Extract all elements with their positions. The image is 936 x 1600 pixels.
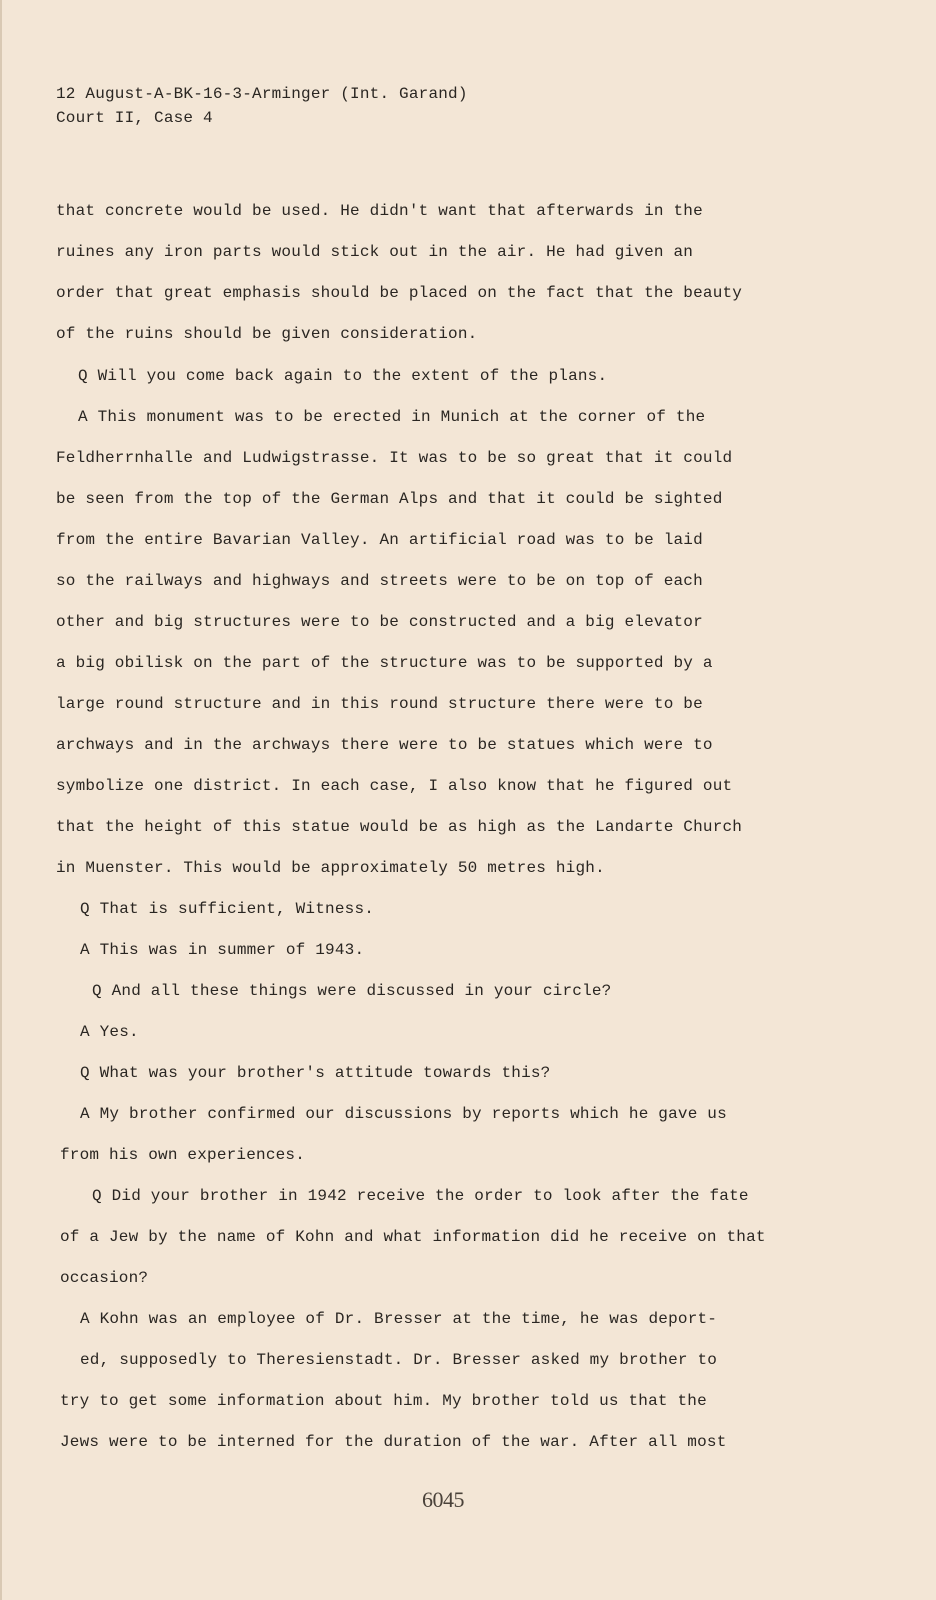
text-line: order that great emphasis should be placed on the fact that the beauty [56, 284, 743, 302]
question-line: Q And all these things were discussed in your circle? [92, 982, 612, 1000]
answer-line: A This was in summer of 1943. [80, 941, 365, 959]
text-line: a big obilisk on the part of the structure was to be supported by a [56, 654, 713, 672]
text-line: symbolize one district. In each case, I also know that he figured out [56, 777, 733, 795]
text-line: try to get some information about him. My brother told us that the [60, 1392, 707, 1410]
text-line: other and big structures were to be constructed and a big elevator [56, 613, 703, 631]
answer-line: A Yes. [80, 1023, 139, 1041]
text-line: be seen from the top of the German Alps and that it could be sighted [56, 490, 723, 508]
text-line: that concrete would be used. He didn't want that afterwards in the [56, 202, 703, 220]
text-line: of the ruins should be given consideration. [56, 325, 478, 343]
text-line: of a Jew by the name of Kohn and what information did he receive on that [60, 1228, 766, 1246]
text-line: ed, supposedly to Theresienstadt. Dr. Bresser asked my brother to [80, 1351, 718, 1369]
page-number: 6045 [422, 1487, 464, 1512]
text-line: Feldherrnhalle and Ludwigstrasse. It was to be so great that it could [56, 449, 733, 467]
document-header [56, 82, 468, 130]
text-line: ruines any iron parts would stick out in the air. He had given an [56, 243, 694, 261]
text-line: from the entire Bavarian Valley. An artificial road was to be laid [56, 531, 703, 549]
text-line: so the railways and highways and streets were to be on top of each [56, 572, 703, 590]
header-line-2: Court II, Case 4 [56, 109, 213, 127]
question-line: Q What was your brother's attitude towards this? [80, 1064, 551, 1082]
text-line: Jews were to be interned for the duration of the war. After all most [60, 1433, 727, 1451]
text-line: occasion? [60, 1269, 149, 1287]
question-line: Q Will you come back again to the extent of the plans. [78, 367, 608, 385]
text-line: in Muenster. This would be approximately 50 metres high. [56, 859, 605, 877]
answer-line: A Kohn was an employee of Dr. Bresser at the time, he was deport- [80, 1310, 718, 1328]
answer-line: A This monument was to be erected in Munich at the corner of the [78, 408, 706, 426]
text-line: archways and in the archways there were to be statues which were to [56, 736, 713, 754]
text-line: from his own experiences. [60, 1146, 306, 1164]
header-line-1: 12 August-A-BK-16-3-Arminger (Int. Garand) [56, 85, 468, 103]
text-line: large round structure and in this round structure there were to be [56, 695, 703, 713]
text-line: that the height of this statue would be as high as the Landarte Church [56, 818, 743, 836]
question-line: Q That is sufficient, Witness. [80, 900, 375, 918]
answer-line: A My brother confirmed our discussions by reports which he gave us [80, 1105, 727, 1123]
question-line: Q Did your brother in 1942 receive the order to look after the fate [92, 1187, 749, 1205]
